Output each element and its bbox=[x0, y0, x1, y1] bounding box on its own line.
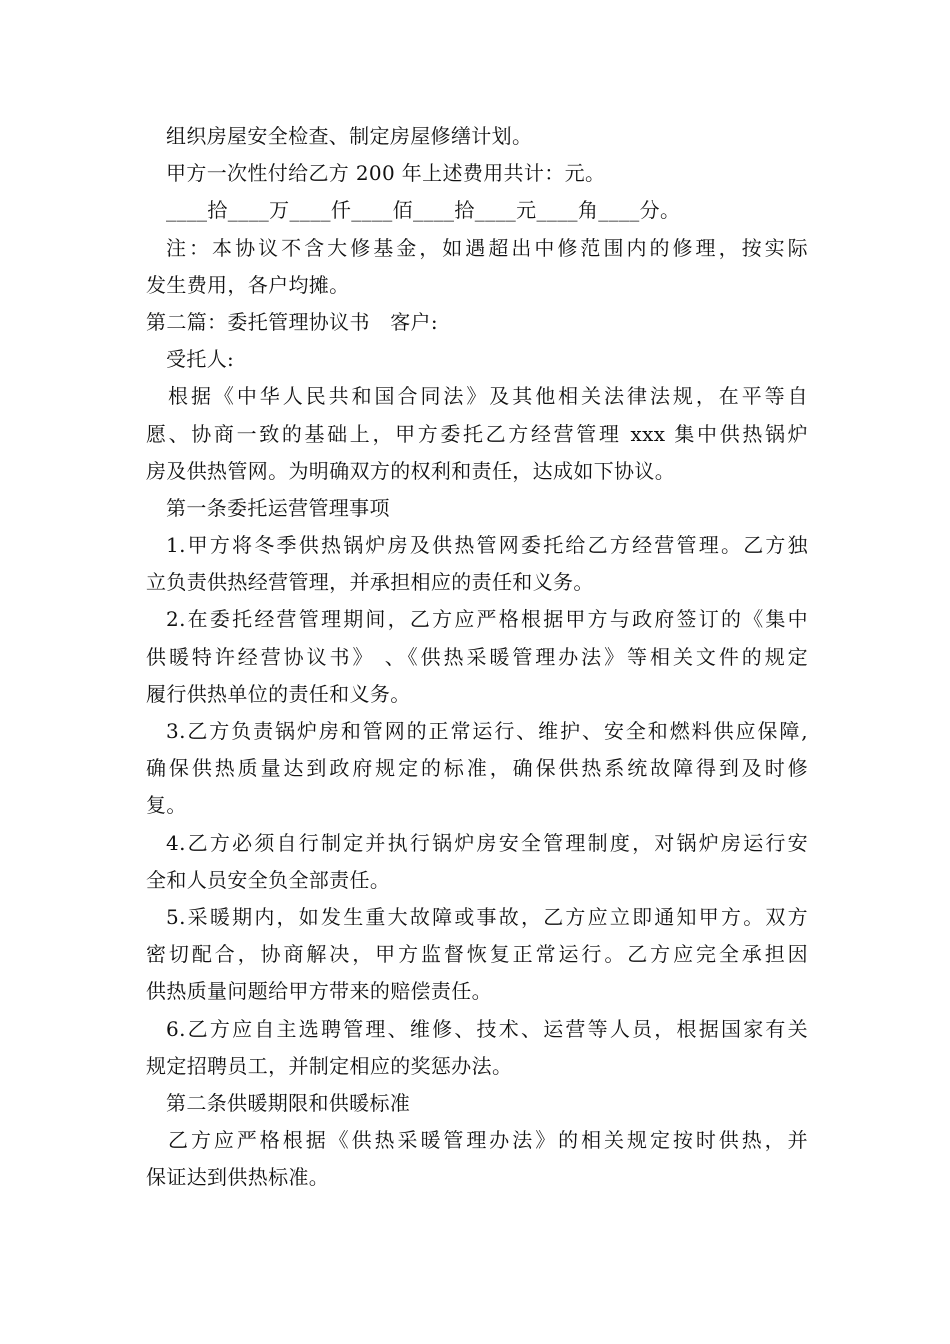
section-heading: 第二篇：委托管理协议书 客户: bbox=[146, 309, 438, 334]
note-line: 注：本协议不含大修基金，如遇超出中修范围内的修理，按实际 bbox=[166, 235, 808, 260]
clause-line: 2.在委托经营管理期间，乙方应严格根据甲方与政府签订的《集中 bbox=[166, 607, 808, 632]
clause-line: 5.采暖期内，如发生重大故障或事故，乙方应立即通知甲方。双方 bbox=[166, 904, 808, 929]
clause-line: 全和人员安全负全部责任。 bbox=[146, 867, 391, 892]
clause-line: 立负责供热经营管理，并承担相应的责任和义务。 bbox=[146, 570, 594, 595]
paragraph-line: 根据《中华人民共和国合同法》及其他相关法律法规，在平等自 bbox=[168, 384, 808, 409]
clause-line: 规定招聘员工，并制定相应的奖惩办法。 bbox=[146, 1053, 513, 1078]
paragraph-line: 乙方应严格根据《供热采暖管理办法》的相关规定按时供热，并 bbox=[168, 1128, 808, 1153]
amount-blanks-line: ____拾____万____仟____佰____拾____元____角____分。 bbox=[166, 198, 681, 223]
clause-line: 1.甲方将冬季供热锅炉房及供热管网委托给乙方经营管理。乙方独 bbox=[166, 533, 808, 558]
clause-line: 确保供热质量达到政府规定的标准，确保供热系统故障得到及时修 bbox=[146, 756, 808, 781]
article-heading: 第一条委托运营管理事项 bbox=[166, 495, 390, 520]
clause-line: 供暖特许经营协议书》 、《供热采暖管理办法》等相关文件的规定 bbox=[146, 644, 808, 669]
trustee-label: 受托人: bbox=[166, 347, 235, 372]
paragraph-line: 组织房屋安全检查、制定房屋修缮计划。 bbox=[166, 124, 533, 148]
paragraph-line: 发生费用，各户均摊。 bbox=[146, 272, 350, 297]
clause-line: 4.乙方必须自行制定并执行锅炉房安全管理制度，对锅炉房运行安 bbox=[166, 830, 808, 855]
document-body bbox=[146, 118, 808, 1196]
clause-line: 6.乙方应自主选聘管理、维修、技术、运营等人员，根据国家有关 bbox=[166, 1016, 808, 1041]
clause-line: 3.乙方负责锅炉房和管网的正常运行、维护、安全和燃料供应保障, bbox=[166, 719, 808, 743]
paragraph-line: 甲方一次性付给乙方 200 年上述费用共计：元。 bbox=[166, 161, 606, 186]
clause-line: 履行供热单位的责任和义务。 bbox=[146, 681, 411, 706]
paragraph-line: 保证达到供热标准。 bbox=[146, 1165, 330, 1190]
paragraph-line: 愿、协商一致的基础上，甲方委托乙方经营管理 xxx 集中供热锅炉 bbox=[146, 421, 808, 446]
paragraph-line: 房及供热管网。为明确双方的权利和责任，达成如下协议。 bbox=[146, 458, 676, 483]
clause-line: 密切配合，协商解决，甲方监督恢复正常运行。乙方应完全承担因 bbox=[146, 942, 808, 967]
clause-line: 复。 bbox=[146, 793, 187, 818]
clause-line: 供热质量问题给甲方带来的赔偿责任。 bbox=[146, 979, 492, 1004]
article-heading: 第二条供暖期限和供暖标准 bbox=[166, 1090, 411, 1115]
